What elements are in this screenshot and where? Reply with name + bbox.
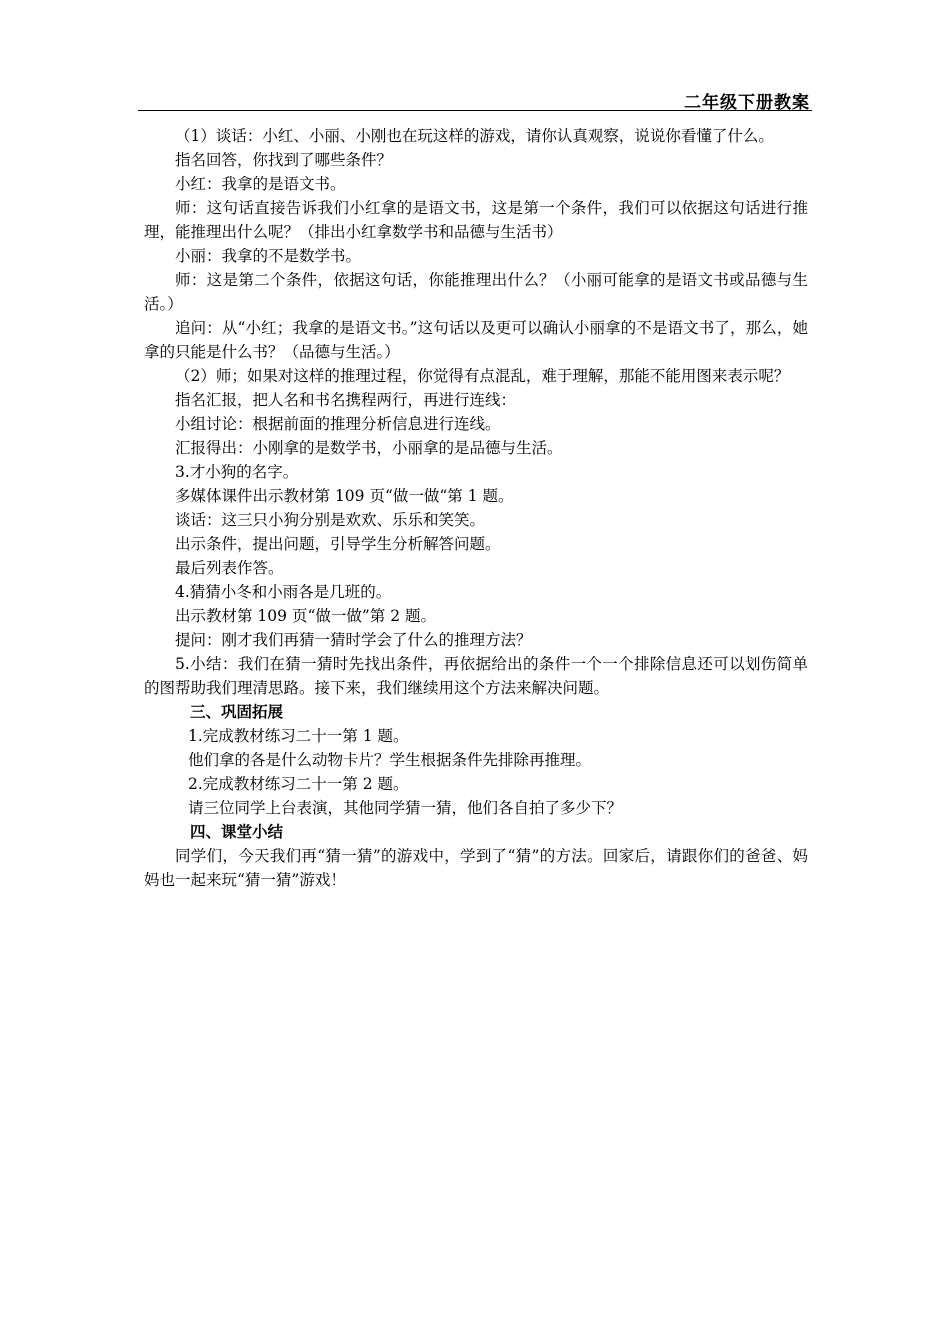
- paragraph: 5.小结：我们在猜一猜时先找出条件，再依据给出的条件一个一个排除信息还可以划伤简单的图帮助我们理清思路。接下来，我们继续用这个方法来解决问题。: [144, 655, 808, 697]
- list-item: 1.完成教材练习二十一第 1 题。: [188, 727, 409, 745]
- paragraph: 3.才小狗的名字。: [175, 463, 299, 481]
- document-body: [144, 124, 808, 892]
- paragraph: 小组讨论：根据前面的推理分析信息进行连线。: [175, 415, 501, 433]
- paragraph: （1）谈话：小红、小丽、小刚也在玩这样的游戏，请你认真观察，说说你看懂了什么。: [175, 127, 774, 145]
- section-heading-summary: 四、课堂小结: [190, 823, 284, 841]
- section-heading-consolidate: 三、巩固拓展: [190, 703, 284, 721]
- header-rule: [138, 110, 812, 111]
- paragraph: 谈话：这三只小狗分别是欢欢、乐乐和笑笑。: [175, 511, 486, 529]
- paragraph: 多媒体课件出示教材第 109 页“做一做“第 1 题。: [175, 487, 514, 505]
- paragraph: 指名汇报，把人名和书名携程两行，再进行连线：: [175, 391, 517, 409]
- list-item: 2.完成教材练习二十一第 2 题。: [188, 775, 409, 793]
- list-item: 请三位同学上台表演，其他同学猜一猜，他们各自拍了多少下？: [188, 799, 623, 817]
- paragraph: 小丽：我拿的不是数学书。: [175, 247, 362, 265]
- paragraph: 汇报得出：小刚拿的是数学书，小丽拿的是品德与生活。: [175, 439, 563, 457]
- paragraph: 师：这句话直接告诉我们小红拿的是语文书，这是第一个条件，我们可以依据这句话进行推理，能推理出什么呢？（排出小红拿数学书和品德与生活书）: [144, 199, 808, 241]
- paragraph: 指名回答，你找到了哪些条件？: [175, 151, 393, 169]
- paragraph: 同学们，今天我们再“猜一猜”的游戏中，学到了“猜”的方法。回家后，请跟你们的爸爸、妈妈也一起来玩“猜一猜”游戏！: [144, 847, 808, 889]
- paragraph: 提问：刚才我们再猜一猜时学会了什么的推理方法？: [175, 631, 532, 649]
- list-item: 他们拿的各是什么动物卡片？学生根据条件先排除再推理。: [188, 751, 592, 769]
- paragraph: 追问：从“小红；我拿的是语文书。”这句话以及更可以确认小丽拿的不是语文书了，那么，她拿的只能是什么书？（品德与生活。）: [144, 319, 808, 361]
- paragraph: （2）师；如果对这样的推理过程，你觉得有点混乱，难于理解，那能不能用图来表示呢？: [175, 367, 790, 385]
- paragraph: 出示条件，提出问题，引导学生分析解答问题。: [175, 535, 501, 553]
- paragraph: 出示教材第 109 页“做一做”第 2 题。: [175, 607, 437, 625]
- header-title: 二年级下册教案: [684, 93, 810, 113]
- paragraph: 师：这是第二个条件，依据这句话，你能推理出什么？（小丽可能拿的是语文书或品德与生活。）: [144, 271, 808, 313]
- paragraph: 最后列表作答。: [175, 559, 284, 577]
- paragraph: 小红：我拿的是语文书。: [175, 175, 346, 193]
- paragraph: 4.猜猜小冬和小雨各是几班的。: [175, 583, 392, 601]
